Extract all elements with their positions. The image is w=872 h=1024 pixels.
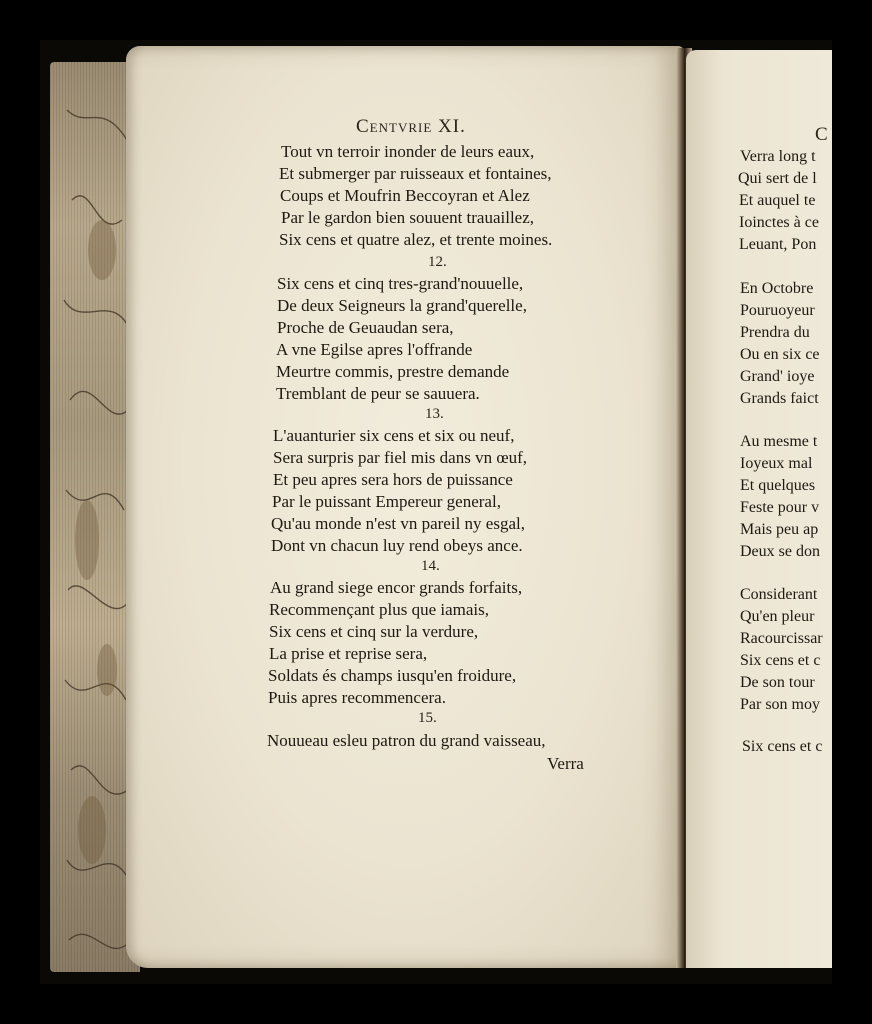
verse-line: Qu'au monde n'est vn pareil ny esgal,: [271, 514, 525, 533]
right-verse-line: Grands faict: [740, 390, 819, 407]
verse-number: 12.: [428, 254, 447, 270]
verse-line: Puis apres recommencera.: [268, 688, 446, 707]
verse-line: A vne Egilse apres l'offrande: [276, 340, 473, 359]
right-verse-line: Feste pour v: [740, 499, 820, 516]
verse-line: Par le gardon bien souuent trauaillez,: [281, 208, 535, 227]
right-verse-line: Grand' ioye: [740, 368, 815, 385]
verse-line: Meurtre commis, prestre demande: [276, 362, 510, 381]
verse-number: 13.: [425, 406, 444, 422]
right-verse-line: Au mesme t: [740, 433, 818, 450]
verse-line: Six cens et cinq tres-grand'nouuelle,: [277, 274, 524, 293]
right-verse-line: Mais peu ap: [740, 521, 819, 538]
verse-line: Tout vn terroir inonder de leurs eaux,: [281, 142, 535, 161]
right-verse-line: Ioyeux mal: [740, 455, 813, 472]
verse-line: Proche de Geuaudan sera,: [277, 318, 454, 337]
right-verse-line: Qui sert de l: [738, 170, 817, 187]
verse-line: Au grand siege encor grands forfaits,: [270, 578, 523, 597]
verse-line: Sera surpris par fiel mis dans vn œuf,: [273, 448, 528, 467]
right-verse-line: Six cens et c: [740, 652, 821, 669]
catchword: Verra: [547, 754, 584, 773]
verse-line: Dont vn chacun luy rend obeys ance.: [271, 536, 523, 555]
verse-line: La prise et reprise sera,: [269, 644, 428, 663]
right-verse-line: Considerant: [740, 586, 818, 603]
right-verse-line: Et quelques: [740, 477, 816, 494]
verse-line: Par le puissant Empereur general,: [272, 492, 501, 511]
verse-line: Six cens et cinq sur la verdure,: [269, 622, 479, 641]
verse-number: 15.: [418, 710, 437, 726]
verse-line: Et peu apres sera hors de puissance: [273, 470, 513, 489]
right-verse-line: De son tour: [740, 674, 815, 691]
right-verse-line: En Octobre: [740, 280, 814, 297]
right-verse-line: Par son moy: [740, 696, 820, 713]
right-verse-line: Leuant, Pon: [739, 236, 817, 253]
right-verse-line: Ioinctes à ce: [739, 214, 819, 231]
running-head: Centvrie XI.: [356, 116, 466, 137]
right-verse-line: Deux se don: [740, 543, 820, 560]
right-verse-line: Qu'en pleur: [740, 608, 815, 625]
right-verse-line: Six cens et c: [742, 738, 823, 755]
verse-line: Six cens et quatre alez, et trente moines.: [279, 230, 553, 249]
right-verse-line: Et auquel te: [739, 192, 816, 209]
verse-line: Recommençant plus que iamais,: [269, 600, 489, 619]
right-verse-line: Prendra du: [740, 324, 810, 341]
right-verse-line: Pouruoyeur: [740, 302, 815, 319]
verse-line: Coups et Moufrin Beccoyran et Alez: [280, 186, 530, 205]
right-running-head: C: [815, 124, 828, 145]
right-verse-line: Ou en six ce: [740, 346, 820, 363]
verse-line: Et submerger par ruisseaux et fontaines,: [279, 164, 552, 183]
verse-line: L'auanturier six cens et six ou neuf,: [273, 426, 515, 445]
right-page-text-clip: [686, 50, 832, 968]
verse-line: Soldats és champs iusqu'en froidure,: [268, 666, 517, 685]
verse-line: De deux Seigneurs la grand'querelle,: [277, 296, 527, 315]
right-verse-line: Verra long t: [740, 148, 816, 165]
verse-number: 14.: [421, 558, 440, 574]
verse-line: Nouueau esleu patron du grand vaisseau,: [267, 731, 546, 750]
marbled-edge-pattern: [62, 70, 132, 970]
verse-line: Tremblant de peur se sauuera.: [276, 384, 480, 403]
right-verse-line: Racourcissar: [740, 630, 823, 647]
